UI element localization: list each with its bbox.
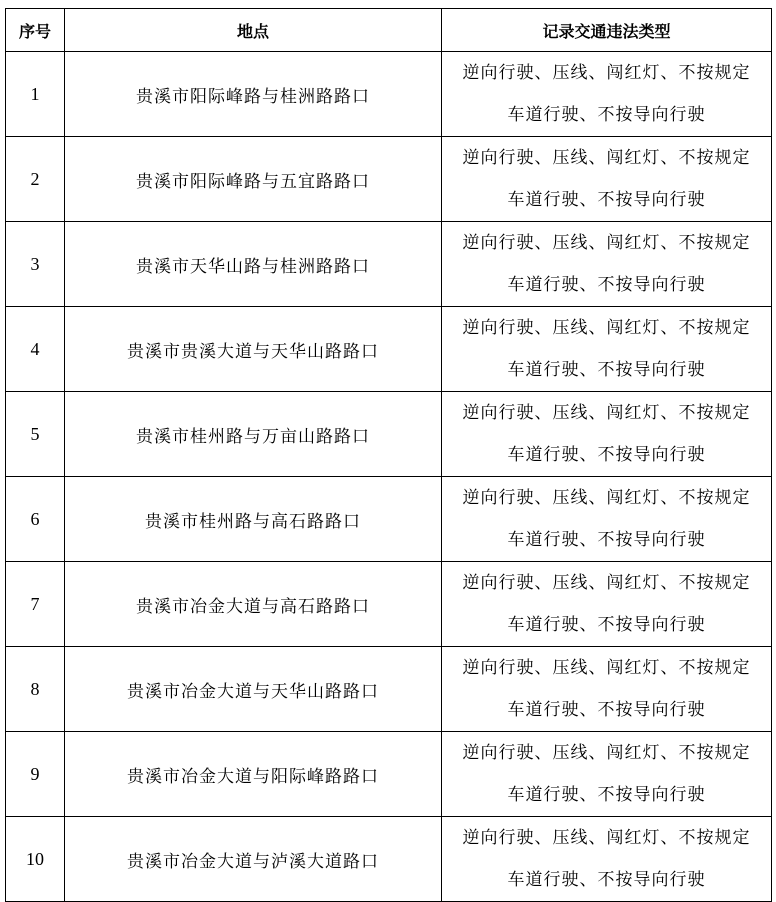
violation-type-line2: 车道行驶、不按导向行驶 (507, 105, 706, 125)
cell-violation-type (442, 562, 772, 647)
violation-type-line1: 逆向行驶、压线、闯红灯、不按规定 (462, 148, 751, 168)
cell-violation-type (442, 817, 772, 902)
violation-type-line1: 逆向行驶、压线、闯红灯、不按规定 (462, 403, 751, 423)
cell-violation-type (442, 52, 772, 137)
violation-type-line1: 逆向行驶、压线、闯红灯、不按规定 (462, 318, 751, 338)
table-row (6, 222, 772, 307)
table-row (6, 562, 772, 647)
violation-camera-table (5, 8, 772, 902)
violation-type-line1: 逆向行驶、压线、闯红灯、不按规定 (462, 828, 751, 848)
cell-violation-type (442, 477, 772, 562)
cell-violation-type (442, 392, 772, 477)
violation-type-line2: 车道行驶、不按导向行驶 (507, 275, 706, 295)
table-row (6, 52, 772, 137)
header-violation-type: 记录交通违法类型 (442, 9, 772, 52)
violation-type-line2: 车道行驶、不按导向行驶 (507, 530, 706, 550)
cell-no: 8 (6, 647, 65, 732)
violation-type-line1: 逆向行驶、压线、闯红灯、不按规定 (462, 63, 751, 83)
table-row (6, 647, 772, 732)
table-row (6, 307, 772, 392)
violation-type-line1: 逆向行驶、压线、闯红灯、不按规定 (462, 488, 751, 508)
table-row (6, 137, 772, 222)
cell-violation-type (442, 647, 772, 732)
violation-type-line2: 车道行驶、不按导向行驶 (507, 615, 706, 635)
header-row (6, 9, 772, 52)
violation-type-line1: 逆向行驶、压线、闯红灯、不按规定 (462, 573, 751, 593)
cell-location: 贵溪市桂州路与高石路路口 (65, 477, 442, 562)
cell-no: 10 (6, 817, 65, 902)
table-row (6, 817, 772, 902)
table-row (6, 477, 772, 562)
cell-location: 贵溪市阳际峰路与五宜路路口 (65, 137, 442, 222)
table-row (6, 732, 772, 817)
violation-type-line1: 逆向行驶、压线、闯红灯、不按规定 (462, 743, 751, 763)
cell-no: 5 (6, 392, 65, 477)
cell-location: 贵溪市天华山路与桂洲路路口 (65, 222, 442, 307)
cell-location: 贵溪市阳际峰路与桂洲路路口 (65, 52, 442, 137)
cell-location: 贵溪市贵溪大道与天华山路路口 (65, 307, 442, 392)
cell-location: 贵溪市桂州路与万亩山路路口 (65, 392, 442, 477)
cell-location: 贵溪市冶金大道与阳际峰路路口 (65, 732, 442, 817)
violation-type-line1: 逆向行驶、压线、闯红灯、不按规定 (462, 233, 751, 253)
violation-type-line2: 车道行驶、不按导向行驶 (507, 360, 706, 380)
cell-violation-type (442, 732, 772, 817)
violation-type-line2: 车道行驶、不按导向行驶 (507, 700, 706, 720)
violation-type-line2: 车道行驶、不按导向行驶 (507, 870, 706, 890)
violation-type-line2: 车道行驶、不按导向行驶 (507, 785, 706, 805)
cell-location: 贵溪市冶金大道与天华山路路口 (65, 647, 442, 732)
cell-violation-type (442, 222, 772, 307)
cell-no: 4 (6, 307, 65, 392)
cell-no: 6 (6, 477, 65, 562)
violation-type-line2: 车道行驶、不按导向行驶 (507, 445, 706, 465)
cell-violation-type (442, 307, 772, 392)
cell-no: 3 (6, 222, 65, 307)
cell-no: 2 (6, 137, 65, 222)
violation-type-line1: 逆向行驶、压线、闯红灯、不按规定 (462, 658, 751, 678)
violation-type-line2: 车道行驶、不按导向行驶 (507, 190, 706, 210)
header-location: 地点 (65, 9, 442, 52)
cell-location: 贵溪市冶金大道与泸溪大道路口 (65, 817, 442, 902)
cell-no: 1 (6, 52, 65, 137)
cell-location: 贵溪市冶金大道与高石路路口 (65, 562, 442, 647)
cell-violation-type (442, 137, 772, 222)
header-no: 序号 (6, 9, 65, 52)
table-row (6, 392, 772, 477)
cell-no: 7 (6, 562, 65, 647)
cell-no: 9 (6, 732, 65, 817)
